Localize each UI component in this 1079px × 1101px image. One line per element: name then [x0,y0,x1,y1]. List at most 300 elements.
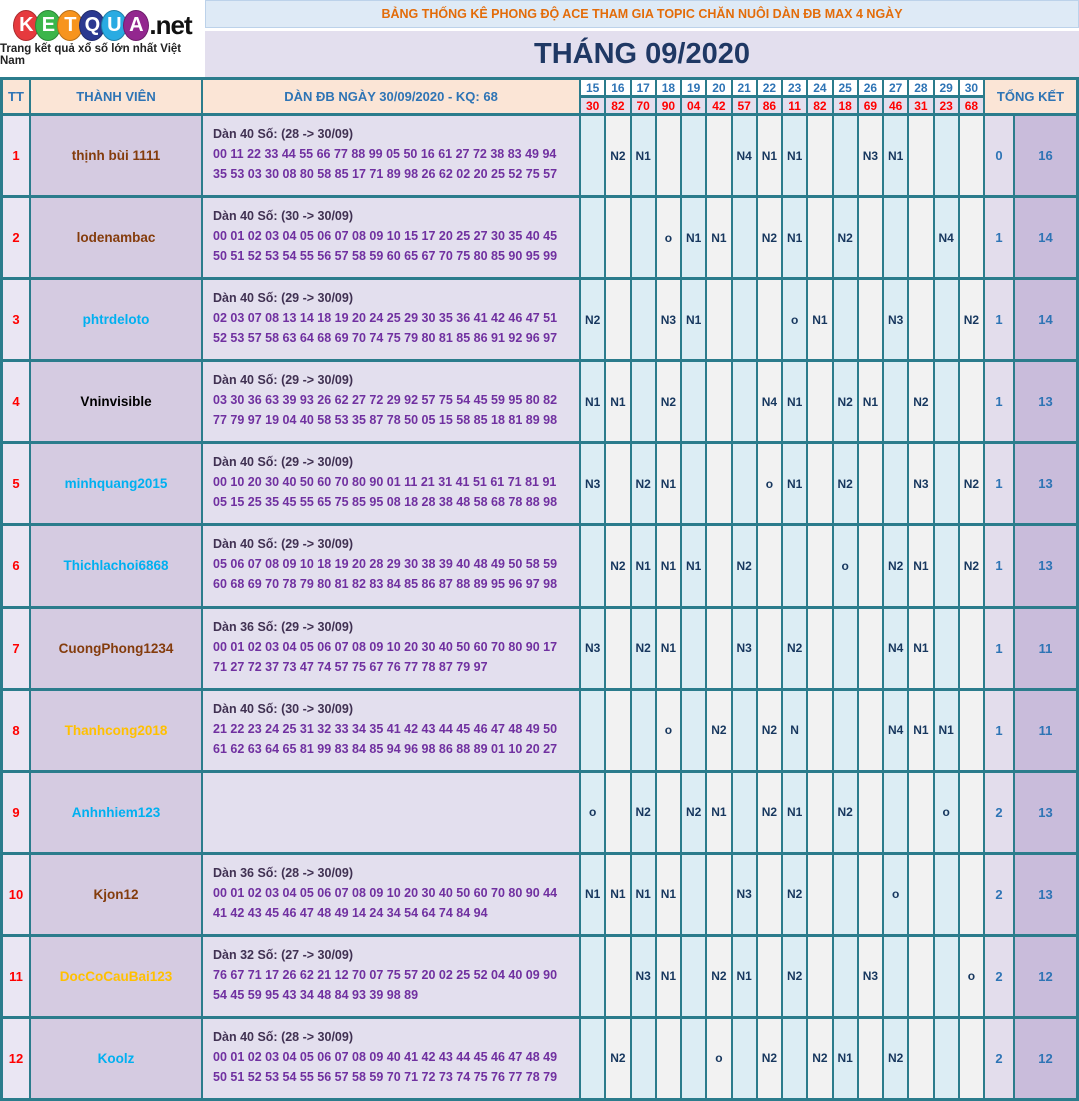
tt-number: 5 [3,444,29,523]
dan-title: Dàn 40 Số: (29 -> 30/09) [213,455,353,470]
day-cell: N4 [884,691,907,770]
member-name[interactable]: DocCoCauBai123 [31,937,201,1016]
day-cell: N1 [783,444,806,523]
member-name[interactable]: lodenambac [31,198,201,277]
day-cell [606,773,629,852]
day-cell [960,362,983,441]
sum-total: 14 [1015,280,1076,359]
day-cell: N2 [707,937,730,1016]
day-cell [960,773,983,852]
day-cell [909,198,932,277]
dan-title: Dàn 40 Số: (30 -> 30/09) [213,209,353,224]
day-cell: N1 [606,855,629,934]
sum-hit: 1 [985,280,1013,359]
day-cell [682,691,705,770]
day-cell [834,116,857,195]
day-cell [884,773,907,852]
day-cell: N1 [657,855,680,934]
day-cell: N2 [783,855,806,934]
day-cell [808,444,831,523]
dan-cell [203,280,579,359]
tt-number: 6 [3,526,29,605]
dan-cell [203,526,579,605]
day-cell [909,937,932,1016]
day-cell: N [783,691,806,770]
result-number: 68 [960,98,983,113]
day-cell [632,362,655,441]
day-cell [758,937,781,1016]
day-cell: N2 [758,773,781,852]
site-logo[interactable] [0,0,205,77]
day-cell: N2 [657,362,680,441]
result-number: 57 [733,98,756,113]
day-number-header: 16 [606,80,629,95]
day-cell [884,198,907,277]
day-cell: N4 [935,198,958,277]
result-number: 18 [834,98,857,113]
dan-numbers: 00 10 20 30 40 50 60 70 80 90 01 11 21 31 41 51 61 71 81 91 05 15 25 35 45 55 65 75 85 95 08 18 28 38 48 58 68 78 88 98 [213,475,558,510]
result-number: 46 [884,98,907,113]
day-cell: N3 [859,116,882,195]
day-cell [859,855,882,934]
day-cell [909,855,932,934]
dan-cell [203,362,579,441]
day-cell [834,691,857,770]
day-cell: N4 [884,609,907,688]
dan-numbers: 00 01 02 03 04 05 06 07 08 09 10 20 30 40 50 60 70 80 90 17 71 27 72 37 73 47 74 57 75 67 76 77 78 87 79 97 [213,639,558,674]
result-number: 31 [909,98,932,113]
day-cell [632,1019,655,1098]
day-cell: N2 [909,362,932,441]
day-cell: N1 [682,198,705,277]
day-cell: N1 [834,1019,857,1098]
result-number: 82 [606,98,629,113]
tt-number: 4 [3,362,29,441]
day-cell [606,609,629,688]
day-cell [859,198,882,277]
day-cell: N1 [657,609,680,688]
day-cell [733,280,756,359]
day-number-header: 26 [859,80,882,95]
member-name[interactable]: Anhnhiem123 [31,773,201,852]
day-cell: N2 [581,280,604,359]
day-cell [581,1019,604,1098]
day-cell [834,609,857,688]
day-cell [909,280,932,359]
day-number-header: 17 [632,80,655,95]
logo-letter: U [101,10,127,41]
day-cell: N3 [733,855,756,934]
day-cell: o [657,691,680,770]
day-cell [834,280,857,359]
dan-numbers: 00 01 02 03 04 05 06 07 08 09 40 41 42 43 44 45 46 47 48 49 50 51 52 53 54 55 56 57 58 59 70 71 72 73 74 75 76 77 78 79 [213,1049,558,1084]
day-cell [935,444,958,523]
day-cell: N2 [606,526,629,605]
day-cell: N1 [733,937,756,1016]
day-cell: N1 [783,362,806,441]
day-cell [808,773,831,852]
day-number-header: 30 [960,80,983,95]
day-cell: o [707,1019,730,1098]
sum-hit: 1 [985,609,1013,688]
tt-number: 2 [3,198,29,277]
sum-total: 13 [1015,773,1076,852]
sum-total: 13 [1015,362,1076,441]
day-cell: N2 [808,1019,831,1098]
member-name[interactable]: phtrdeloto [31,280,201,359]
member-name[interactable]: thịnh bùi 1111 [31,116,201,195]
result-number: 90 [657,98,680,113]
day-cell [606,198,629,277]
day-cell: N1 [657,444,680,523]
day-cell: N2 [783,937,806,1016]
day-cell: N1 [581,855,604,934]
day-cell [859,773,882,852]
member-name[interactable]: Thanhcong2018 [31,691,201,770]
day-cell [682,116,705,195]
day-cell [909,773,932,852]
day-cell: N1 [632,855,655,934]
day-cell [960,609,983,688]
sum-hit: 2 [985,937,1013,1016]
sum-total: 11 [1015,609,1076,688]
day-cell: N3 [884,280,907,359]
month-title: THÁNG 09/2020 [205,31,1079,77]
day-cell [808,691,831,770]
result-number: 70 [632,98,655,113]
day-cell [859,1019,882,1098]
day-cell: N1 [758,116,781,195]
sum-hit: 1 [985,362,1013,441]
day-cell: o [960,937,983,1016]
sum-total: 13 [1015,855,1076,934]
logo-tagline: Trang kết quả xổ số lớn nhất Việt Nam [0,43,182,67]
result-number: 69 [859,98,882,113]
day-cell [935,1019,958,1098]
member-name[interactable]: Thichlachoi6868 [31,526,201,605]
logo-net-suffix: .net [149,10,192,40]
sum-hit: 1 [985,198,1013,277]
day-cell: N4 [758,362,781,441]
day-cell [758,609,781,688]
day-cell: N1 [707,198,730,277]
day-cell: N2 [834,773,857,852]
day-cell [834,855,857,934]
day-cell [707,362,730,441]
dan-cell [203,855,579,934]
sum-hit: 2 [985,1019,1013,1098]
day-cell [859,444,882,523]
day-cell [632,198,655,277]
dan-title: Dàn 32 Số: (27 -> 30/09) [213,947,353,962]
member-name[interactable]: Vninvisible [31,362,201,441]
day-cell: N1 [783,773,806,852]
tt-number: 10 [3,855,29,934]
day-cell [884,444,907,523]
day-number-header: 18 [657,80,680,95]
day-cell: N2 [834,444,857,523]
tt-number: 12 [3,1019,29,1098]
dan-title: Dàn 40 Số: (29 -> 30/09) [213,373,353,388]
day-cell [733,773,756,852]
day-cell: N1 [935,691,958,770]
day-cell [960,691,983,770]
day-cell: o [884,855,907,934]
day-cell [581,937,604,1016]
tt-number: 1 [3,116,29,195]
day-cell [935,855,958,934]
logo-letter: K [13,10,39,41]
day-cell: N3 [581,444,604,523]
dan-title: Dàn 40 Số: (29 -> 30/09) [213,291,353,306]
dan-title: Dàn 36 Số: (29 -> 30/09) [213,619,353,634]
day-cell [682,609,705,688]
day-cell [909,1019,932,1098]
sum-hit: 2 [985,773,1013,852]
sum-hit: 1 [985,526,1013,605]
day-cell: N1 [682,526,705,605]
day-cell: N1 [682,280,705,359]
day-cell: o [581,773,604,852]
day-cell: N2 [960,526,983,605]
day-cell [859,280,882,359]
day-cell [808,116,831,195]
member-name[interactable]: CuongPhong1234 [31,609,201,688]
day-cell [935,280,958,359]
day-cell [834,937,857,1016]
dan-title: Dàn 40 Số: (28 -> 30/09) [213,127,353,142]
dan-numbers: 00 11 22 33 44 55 66 77 88 99 05 50 16 61 27 72 38 83 49 94 35 53 03 30 08 80 58 85 17 71 89 98 26 62 02 20 25 52 75 57 [213,147,558,182]
day-cell [935,526,958,605]
day-cell [960,116,983,195]
day-cell [657,1019,680,1098]
day-cell [758,526,781,605]
day-cell [682,937,705,1016]
member-column-header: THÀNH VIÊN [31,80,201,113]
day-number-header: 25 [834,80,857,95]
day-cell: N1 [632,116,655,195]
result-number: 82 [808,98,831,113]
logo-letter: E [35,10,61,41]
result-number: 42 [707,98,730,113]
day-cell [707,855,730,934]
sum-hit: 1 [985,444,1013,523]
day-cell: N1 [632,526,655,605]
day-cell: o [935,773,958,852]
day-cell [808,526,831,605]
day-cell: N1 [909,526,932,605]
dan-cell [203,444,579,523]
day-cell: N2 [758,691,781,770]
day-cell [682,444,705,523]
day-cell: N1 [581,362,604,441]
day-cell: N4 [733,116,756,195]
day-cell: N2 [758,1019,781,1098]
day-cell [935,609,958,688]
day-cell: N3 [733,609,756,688]
dan-cell [203,609,579,688]
day-cell [783,526,806,605]
sum-total: 16 [1015,116,1076,195]
day-cell [581,116,604,195]
day-number-header: 15 [581,80,604,95]
day-number-header: 20 [707,80,730,95]
dan-cell [203,116,579,195]
day-cell: N3 [909,444,932,523]
day-cell: N1 [884,116,907,195]
day-cell [606,444,629,523]
logo-wordmark [13,10,191,41]
day-cell [935,116,958,195]
day-cell [707,280,730,359]
day-cell: N2 [783,609,806,688]
day-cell [884,937,907,1016]
page-header [0,0,1079,77]
dan-title: Dàn 40 Số: (29 -> 30/09) [213,537,353,552]
dan-numbers: 00 01 02 03 04 05 06 07 08 09 10 20 30 40 50 60 70 80 90 44 41 42 43 45 46 47 48 49 14 24 34 54 64 74 84 94 [213,885,558,920]
result-number: 86 [758,98,781,113]
day-cell: N2 [884,526,907,605]
dan-cell [203,937,579,1016]
day-cell: N1 [657,937,680,1016]
sum-total: 12 [1015,937,1076,1016]
day-cell [581,526,604,605]
dan-title: Dàn 40 Số: (30 -> 30/09) [213,701,353,716]
sum-total: 13 [1015,526,1076,605]
day-cell [707,116,730,195]
sum-hit: 2 [985,855,1013,934]
member-name[interactable]: Koolz [31,1019,201,1098]
day-cell [808,198,831,277]
day-cell: N1 [606,362,629,441]
logo-letter: Q [79,10,105,41]
day-cell [682,855,705,934]
dan-numbers: 21 22 23 24 25 31 32 33 34 35 41 42 43 44 45 46 47 48 49 50 61 62 63 64 65 81 99 83 84 85 94 96 98 86 88 89 01 10 20 27 [213,721,558,756]
day-cell [733,691,756,770]
day-cell: N3 [657,280,680,359]
dan-numbers: 02 03 07 08 13 14 18 19 20 24 25 29 30 35 36 41 42 46 47 51 52 53 57 58 63 64 68 69 70 74 75 79 80 81 85 86 91 92 96 97 [213,311,558,346]
day-cell [859,526,882,605]
day-cell: N2 [682,773,705,852]
day-cell: N1 [808,280,831,359]
day-cell [859,691,882,770]
sum-total: 14 [1015,198,1076,277]
day-cell: o [783,280,806,359]
day-cell [909,116,932,195]
sum-total: 11 [1015,691,1076,770]
day-cell [707,444,730,523]
dan-title: Dàn 40 Số: (28 -> 30/09) [213,1029,353,1044]
day-cell: N1 [909,609,932,688]
day-cell [606,280,629,359]
day-cell: N2 [632,609,655,688]
day-cell [733,1019,756,1098]
day-cell: N2 [960,280,983,359]
dan-numbers: 76 67 71 17 26 62 21 12 70 07 75 57 20 02 25 52 04 40 09 90 54 45 59 95 43 34 48 84 93 39 98 89 [213,967,558,1002]
sum-hit: 1 [985,691,1013,770]
day-cell: N2 [960,444,983,523]
day-cell [733,198,756,277]
dan-numbers: 05 06 07 08 09 10 18 19 20 28 29 30 38 39 40 48 49 50 58 59 60 68 69 70 78 79 80 81 82 83 84 85 86 87 88 89 95 96 97 98 [213,557,558,592]
day-cell: N2 [834,362,857,441]
logo-letter: A [123,10,149,41]
day-cell: N3 [859,937,882,1016]
day-cell: N2 [733,526,756,605]
dan-cell [203,1019,579,1098]
day-cell [733,444,756,523]
total-column-header: TỔNG KẾT [985,80,1076,113]
tt-number: 8 [3,691,29,770]
day-cell [606,937,629,1016]
day-number-header: 22 [758,80,781,95]
day-cell: N1 [707,773,730,852]
dan-cell [203,691,579,770]
day-cell [632,691,655,770]
day-cell: N3 [581,609,604,688]
day-cell: N1 [909,691,932,770]
day-number-header: 28 [909,80,932,95]
day-cell: N2 [606,116,629,195]
banner-stack [205,0,1079,77]
member-name[interactable]: Kjon12 [31,855,201,934]
logo-letters [13,10,149,41]
day-cell [657,773,680,852]
dan-cell [203,773,579,852]
day-cell [808,362,831,441]
member-name[interactable]: minhquang2015 [31,444,201,523]
logo-letter: T [57,10,83,41]
day-cell [960,1019,983,1098]
day-cell [657,116,680,195]
tt-number: 11 [3,937,29,1016]
day-cell [783,1019,806,1098]
day-cell [960,198,983,277]
sum-hit: 0 [985,116,1013,195]
tt-number: 9 [3,773,29,852]
day-cell [884,362,907,441]
day-cell [581,691,604,770]
day-cell [733,362,756,441]
day-cell: N2 [758,198,781,277]
day-cell [581,198,604,277]
tt-column-header: TT [3,80,29,113]
day-cell: N2 [707,691,730,770]
day-cell [682,1019,705,1098]
result-number: 11 [783,98,806,113]
tt-number: 3 [3,280,29,359]
day-cell: N1 [783,198,806,277]
day-cell [808,609,831,688]
day-cell [606,691,629,770]
day-cell: N2 [632,773,655,852]
day-cell: N1 [859,362,882,441]
day-cell: N3 [632,937,655,1016]
dan-numbers: 03 30 36 63 39 93 26 62 27 72 29 92 57 75 54 45 59 95 80 82 77 79 97 19 04 40 58 53 35 87 78 50 05 15 58 85 18 81 89 98 [213,393,558,428]
day-cell [707,526,730,605]
day-cell [707,609,730,688]
day-number-header: 19 [682,80,705,95]
day-cell [935,362,958,441]
result-number: 23 [935,98,958,113]
result-number: 30 [581,98,604,113]
day-cell [758,280,781,359]
day-cell [859,609,882,688]
day-cell [960,855,983,934]
day-number-header: 23 [783,80,806,95]
day-cell: o [657,198,680,277]
day-cell: N1 [783,116,806,195]
day-cell: o [758,444,781,523]
